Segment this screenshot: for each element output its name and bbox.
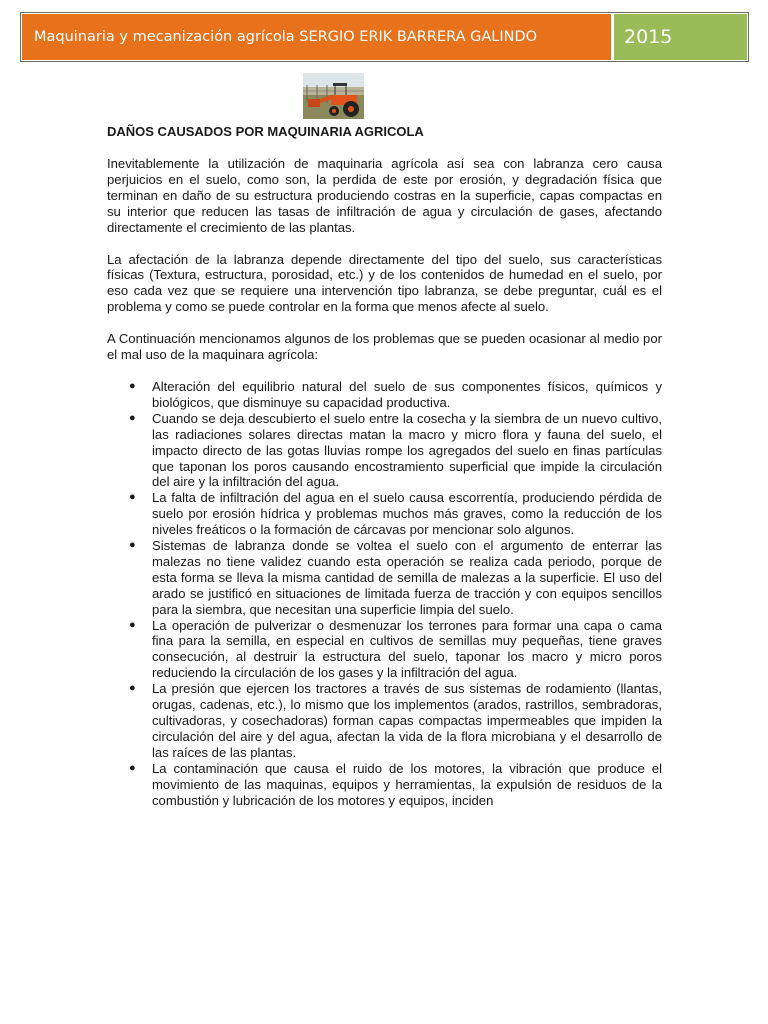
list-item: ● Sistemas de labranza donde se voltea el suelo con el argumento de enterrar las malezas no tiene validez cuando esta operación se realiza cada periodo, porque de esta forma se lleva la misma cantidad de semilla de malezas a la superficie. El uso del arado se justificó en situaciones de limitada fuerza de tracción y con equipos sencillos para la siembra, que necesitan una superficie limpia del suelo. (129, 538, 662, 617)
list-item: ● Alteración del equilibrio natural del suelo de sus componentes físicos, químicos y biológicos, que disminuye su capacidad productiva. (129, 378, 662, 410)
bullet-icon: ● (129, 618, 136, 631)
bullet-icon: ● (129, 539, 136, 552)
tractor-photo-icon (303, 73, 364, 119)
list-item: ● La contaminación que causa el ruido de los motores, la vibración que produce el movimiento de las maquinas, equipos y herramientas, la expulsión de residuos de la combustión y lubricación de los motores y equipos, inciden (129, 760, 662, 808)
bullet-icon: ● (129, 379, 136, 392)
header-title: Maquinaria y mecanización agrícola SERGIO ERIK BARRERA GALINDO (22, 14, 611, 60)
list-item: ● Cuando se deja descubierto el suelo entre la cosecha y la siembra de un nuevo cultivo, las radiaciones solares directas matan la macro y micro flora y fauna del suelo, el impacto directo de las gotas lluvias rompe los agregados del suelo en finas partículas que taponan los poros causando encostramiento superficial que impide la circulación del aire y la infiltración del agua. (129, 410, 662, 490)
paragraph-1: Inevitablemente la utilización de maquinaria agrícola así sea con labranza cero causa perjuicios en el suelo, como son, la perdida de este por erosión, y degradación física que terminan en daño de su estructura produciendo costras en la superficie, capas compactas en su interior que reducen las tasas de infiltración de agua y circulación de gases, afectando directamente el crecimiento de las plantas. (107, 156, 662, 235)
document-body (107, 124, 662, 808)
bullet-icon: ● (129, 761, 136, 774)
bullet-icon: ● (129, 682, 136, 695)
list-item: ● La presión que ejercen los tractores a través de sus sistemas de rodamiento (llantas, orugas, cadenas, etc.), lo mismo que los implementos (arados, rastrillos, sembradoras, cultivadoras, y cosechadoras) forman capas compactas impermeables que impiden la circulación del aire y del agua, afectan la vida de la flora microbiana y el desarrollo de las raíces de las plantas. (129, 681, 662, 760)
header-year: 2015 (614, 14, 747, 60)
header-bar (20, 12, 749, 62)
problem-list (107, 379, 662, 808)
list-item: ● La falta de infiltración del agua en el suelo causa escorrentía, produciendo pérdida de suelo por erosión hídrica y problemas muchos más graves, como la reducción de los niveles freáticos o la formación de cárcavas por mencionar solo algunos. (129, 490, 662, 538)
paragraph-3: A Continuación mencionamos algunos de los problemas que se pueden ocasionar al medio por el mal uso de la maquinara agrícola: (107, 331, 662, 363)
bullet-icon: ● (129, 411, 136, 424)
bullet-icon: ● (129, 491, 136, 504)
paragraph-2: La afectación de la labranza depende directamente del tipo del suelo, sus características físicas (Textura, estructura, porosidad, etc.) y de los contenidos de humedad en el suelo, por eso cada vez que se requiere una intervención tipo labranza, se debe preguntar, cuál es el problema y como se puede controlar en la forma que menos afecte al suelo. (107, 251, 662, 315)
list-item: ● La operación de pulverizar o desmenuzar los terrones para formar una capa o cama fina para la semilla, en especial en cultivos de semillas muy pequeñas, tiene graves consecución, al destruir la estructura del suelo, taponar los macro y micro poros reduciendo la circulación de los gases y la infiltración del agua. (129, 617, 662, 681)
document-heading: DAÑOS CAUSADOS POR MAQUINARIA AGRICOLA (107, 124, 424, 139)
